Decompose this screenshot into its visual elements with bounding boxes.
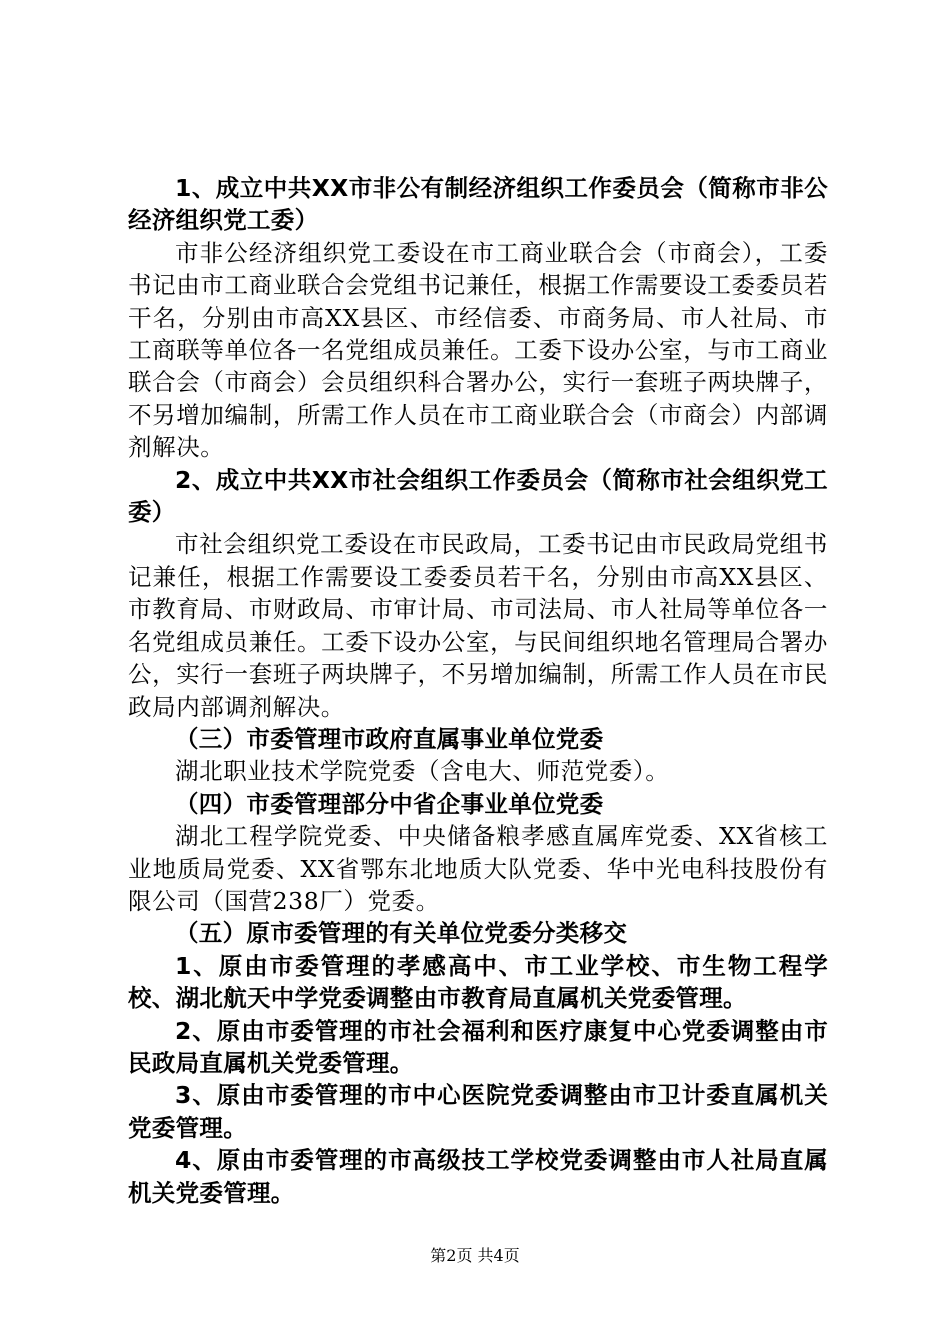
paragraph-provincial-enterprises: 湖北工程学院党委、中央储备粮孝感直属库党委、XX省核工业地质局党委、XX省鄂东北地质大队党委、华中光电科技股份有限公司（国营238厂）党委。 [128,822,828,915]
paragraph-institution-party-committees: 湖北职业技术学院党委（含电大、师范党委）。 [175,757,670,786]
transfer-item-civil-affairs: 2、原由市委管理的市社会福利和医疗康复中心党委调整由市民政局直属机关党委管理。 [128,1016,828,1077]
section-heading-transfer: （五）原市委管理的有关单位党委分类移交 [175,919,628,948]
paragraph-nonpublic-economy-details: 市非公经济组织党工委设在市工商业联合会（市商会），工委书记由市工商业联合会党组书记兼任，根据工作需要设工委委员若干名，分别由市高XX县区、市经信委、市商务局、市人社局、市工商联等单位各一名党组成员兼任。工委下设办公室，与市工商业联合会（市商会）会员组织科合署办公，实行一套班子两块牌子，不另增加编制，所需工作人员在市工商业联合会（市商会）内部调剂解决。 [128,238,828,462]
transfer-item-education: 1、原由市委管理的孝感高中、市工业学校、市生物工程学校、湖北航天中学党委调整由市教育局直属机关党委管理。 [128,951,828,1013]
transfer-item-health: 3、原由市委管理的市中心医院党委调整由市卫计委直属机关党委管理。 [128,1081,828,1142]
section-heading-provincial-enterprises: （四）市委管理部分中省企事业单位党委 [175,789,604,818]
document-body [128,172,828,1209]
paragraph-social-organizations-details: 市社会组织党工委设在市民政局，工委书记由市民政局党组书记兼任，根据工作需要设工委委员若干名，分别由市高XX县区、市教育局、市财政局、市审计局、市司法局、市人社局等单位各一名党组成员兼任。工委下设办公室，与民间组织地名管理局合署办公，实行一套班子两块牌子，不另增加编制，所需工作人员在市民政局内部调剂解决。 [128,530,828,721]
section-heading-social-organizations: 2、成立中共XX市社会组织工作委员会（简称市社会组织党工委） [128,465,828,527]
section-heading-nonpublic-economy: 1、成立中共XX市非公有制经济组织工作委员会（简称市非公经济组织党工委） [128,174,828,235]
page-number-footer: 第2页 共4页 [430,1246,520,1265]
transfer-item-human-resources: 4、原由市委管理的市高级技工学校党委调整由市人社局直属机关党委管理。 [128,1146,828,1207]
section-heading-institution-party-committees: （三）市委管理市政府直属事业单位党委 [175,724,604,753]
